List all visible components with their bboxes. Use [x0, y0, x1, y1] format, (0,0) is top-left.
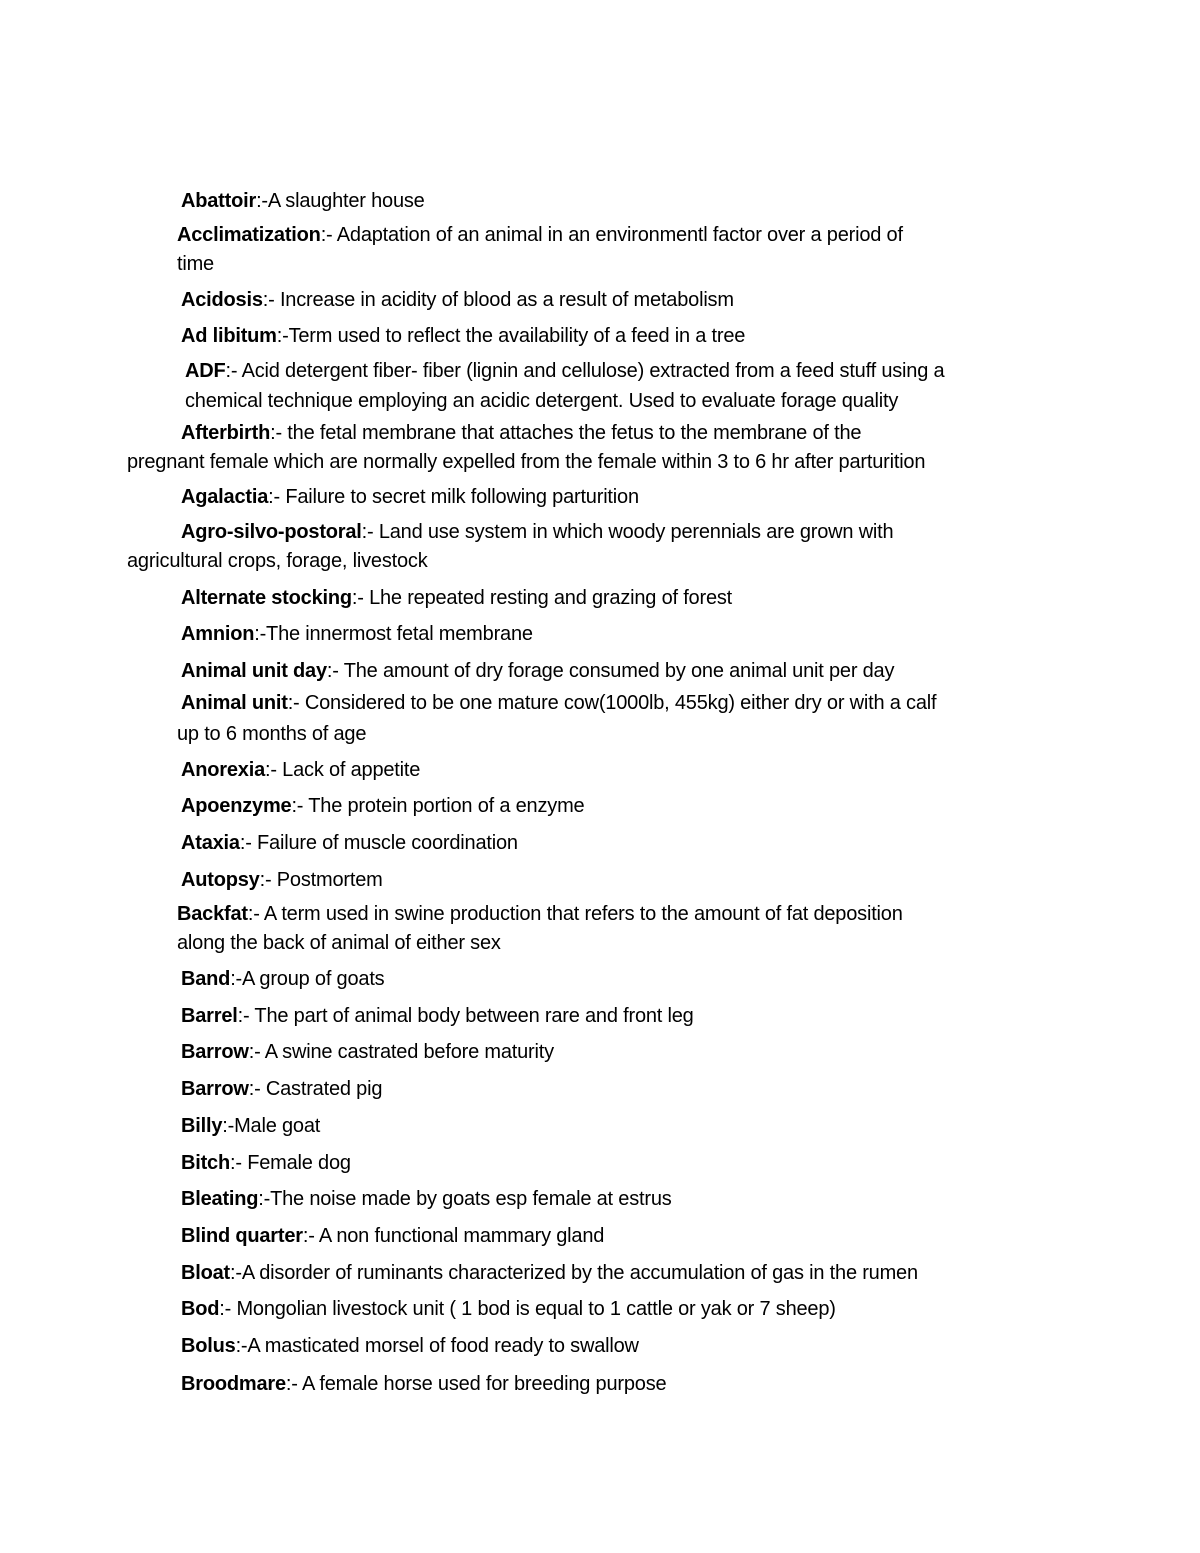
entry-term: Animal unit day [181, 660, 327, 682]
entry-term: Autopsy [181, 869, 260, 891]
entry-term: Acclimatization [177, 224, 321, 246]
glossary-entry [185, 356, 944, 386]
entry-term: Barrow [181, 1078, 249, 1100]
entry-definition: :- Increase in acidity of blood as a result of metabolism [262, 289, 734, 311]
entry-definition: :- The part of animal body between rare and front leg [237, 1005, 694, 1027]
glossary-entry [181, 828, 518, 858]
glossary-entry [181, 321, 745, 351]
entry-term: Barrow [181, 1041, 249, 1063]
glossary-entry [181, 1258, 918, 1288]
entry-term: Bod [181, 1298, 220, 1320]
entry-term: Anorexia [181, 759, 265, 781]
glossary-entry [177, 899, 903, 929]
entry-term: ADF [185, 360, 226, 382]
entry-continuation: along the back of animal of either sex [177, 932, 501, 954]
entry-definition: :- Failure to secret milk following parturition [268, 486, 639, 508]
entry-term: Amnion [181, 623, 255, 645]
glossary-entry [181, 1331, 639, 1361]
entry-term: Afterbirth [181, 422, 271, 444]
entry-term: Ataxia [181, 832, 240, 854]
glossary-entry [181, 186, 425, 216]
glossary-entry [181, 1294, 836, 1324]
glossary-entry [181, 1074, 382, 1104]
glossary-entry [181, 755, 420, 785]
entry-term: Barrel [181, 1005, 238, 1027]
entry-definition: :- Failure of muscle coordination [239, 832, 518, 854]
entry-term: Alternate stocking [181, 587, 352, 609]
entry-term: Agro-silvo-postoral [181, 521, 362, 543]
entry-definition: :-A group of goats [230, 968, 385, 990]
entry-continuation: time [177, 253, 214, 275]
entry-definition: :- Lhe repeated resting and grazing of forest [351, 587, 733, 609]
entry-definition: :-Male goat [222, 1115, 321, 1137]
entry-term: Bloat [181, 1262, 231, 1284]
entry-definition: :-Term used to reflect the availability of a feed in a tree [276, 325, 746, 347]
entry-continuation: chemical technique employing an acidic detergent. Used to evaluate forage quality [185, 390, 899, 412]
glossary-entry [181, 1001, 694, 1031]
glossary-entry [181, 619, 533, 649]
entry-term: Bitch [181, 1152, 231, 1174]
entry-term: Bolus [181, 1335, 236, 1357]
entry-definition: :- A female horse used for breeding purpose [285, 1373, 667, 1395]
entry-term: Broodmare [181, 1373, 286, 1395]
glossary-entry [181, 1184, 672, 1214]
entry-definition: :- Lack of appetite [265, 759, 421, 781]
entry-term: Acidosis [181, 289, 263, 311]
entry-definition: :- Acid detergent fiber- fiber (lignin and cellulose) extracted from a feed stuff using a [225, 360, 945, 382]
entry-term: Backfat [177, 903, 248, 925]
entry-term: Abattoir [181, 190, 257, 212]
entry-term: Agalactia [181, 486, 269, 508]
entry-definition: :-A slaughter house [256, 190, 425, 212]
glossary-entry [181, 964, 384, 994]
entry-term: Band [181, 968, 231, 990]
entry-definition: :- Castrated pig [248, 1078, 383, 1100]
entry-term: Animal unit [181, 692, 288, 714]
entry-term: Apoenzyme [181, 795, 292, 817]
glossary-entry [181, 688, 936, 718]
glossary-entry [181, 418, 861, 448]
entry-definition: :- A non functional mammary gland [302, 1225, 605, 1247]
entry-definition: :-The noise made by goats esp female at estrus [258, 1188, 672, 1210]
entry-definition: :- A term used in swine production that refers to the amount of fat deposition [247, 903, 903, 925]
entry-definition: :- Land use system in which woody perennials are grown with [361, 521, 894, 543]
glossary-entry [181, 482, 639, 512]
entry-definition: :- Female dog [230, 1152, 351, 1174]
glossary-entry [181, 583, 732, 613]
entry-continuation: agricultural crops, forage, livestock [127, 550, 428, 572]
glossary-entry [181, 656, 894, 686]
entry-definition: :- Adaptation of an animal in an environmentl factor over a period of [320, 224, 903, 246]
entry-term: Bleating [181, 1188, 259, 1210]
entry-term: Ad libitum [181, 325, 277, 347]
glossary-entry [181, 1111, 320, 1141]
glossary-entry [177, 220, 903, 250]
entry-term: Blind quarter [181, 1225, 303, 1247]
entry-definition: :- The amount of dry forage consumed by one animal unit per day [326, 660, 895, 682]
entry-definition: :- The protein portion of a enzyme [291, 795, 585, 817]
entry-definition: :- Postmortem [259, 869, 383, 891]
entry-definition: :-The innermost fetal membrane [254, 623, 533, 645]
glossary-entry [181, 517, 893, 547]
glossary-entry [181, 285, 734, 315]
entry-definition: :- A swine castrated before maturity [248, 1041, 554, 1063]
glossary-entry [181, 791, 584, 821]
glossary-entry [181, 1221, 604, 1251]
glossary-entry [181, 1148, 351, 1178]
entry-continuation: pregnant female which are normally expelled from the female within 3 to 6 hr after parturition [127, 451, 926, 473]
entry-definition: :-A disorder of ruminants characterized by the accumulation of gas in the rumen [230, 1262, 918, 1284]
glossary-entry [181, 1037, 554, 1067]
glossary-entry [181, 865, 383, 895]
entry-definition: :- Mongolian livestock unit ( 1 bod is equal to 1 cattle or yak or 7 sheep) [219, 1298, 836, 1320]
entry-definition: :-A masticated morsel of food ready to swallow [235, 1335, 639, 1357]
entry-term: Billy [181, 1115, 223, 1137]
glossary-entry [181, 1369, 666, 1399]
entry-continuation: up to 6 months of age [177, 723, 367, 745]
entry-definition: :- the fetal membrane that attaches the fetus to the membrane of the [270, 422, 862, 444]
entry-definition: :- Considered to be one mature cow(1000lb, 455kg) either dry or with a calf [287, 692, 937, 714]
